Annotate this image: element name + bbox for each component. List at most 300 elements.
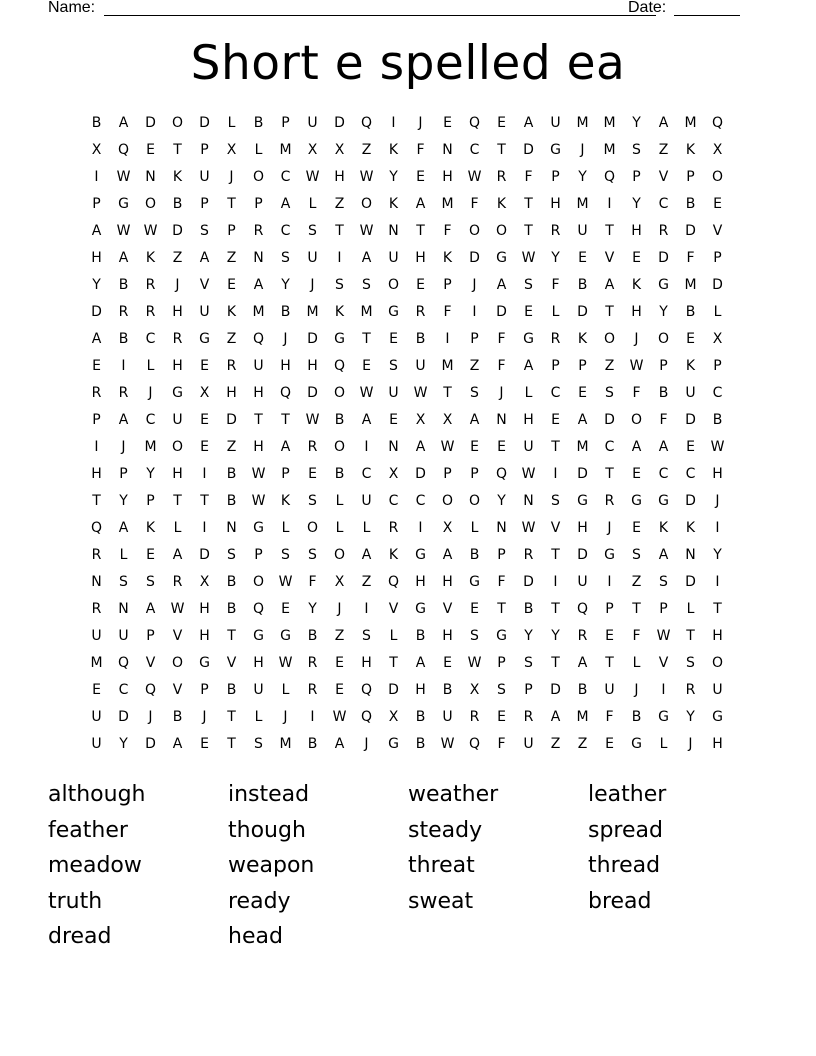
grid-letter: F — [497, 331, 506, 347]
grid-letter: E — [146, 142, 155, 158]
grid-letter: G — [523, 331, 534, 347]
grid-letter: Z — [577, 736, 588, 752]
grid-letter: M — [441, 196, 454, 212]
grid-letter: S — [686, 655, 695, 671]
grid-letter: U — [523, 736, 534, 752]
grid-letter: E — [335, 682, 344, 698]
grid-letter: R — [145, 304, 156, 320]
grid-letter: G — [577, 493, 588, 509]
grid-letter: X — [226, 142, 237, 158]
grid-letter: R — [577, 628, 588, 644]
grid-letter: B — [577, 277, 588, 293]
grid-letter: W — [116, 169, 131, 185]
grid-letter: M — [252, 304, 265, 320]
grid-letter: A — [253, 277, 264, 293]
header — [48, 0, 748, 20]
grid-letter: F — [470, 196, 479, 212]
grid-letter: I — [418, 520, 423, 536]
grid-letter: I — [607, 574, 612, 590]
grid-letter: I — [391, 115, 396, 131]
grid-letter: S — [308, 547, 317, 563]
grid-letter: S — [227, 547, 236, 563]
grid-letter: I — [715, 520, 720, 536]
grid-letter: W — [467, 655, 482, 671]
grid-letter: B — [226, 682, 237, 698]
grid-letter: A — [496, 277, 507, 293]
grid-letter: O — [333, 439, 346, 455]
grid-letter: A — [91, 223, 102, 239]
grid-letter: L — [632, 655, 641, 671]
grid-letter: H — [577, 520, 588, 536]
grid-letter: H — [280, 358, 291, 374]
grid-letter: N — [388, 223, 399, 239]
name-label: Name: — [48, 0, 96, 16]
grid-letter: B — [577, 682, 588, 698]
grid-letter: A — [415, 439, 426, 455]
grid-letter: Z — [172, 250, 183, 266]
grid-letter: T — [92, 493, 101, 509]
grid-letter: F — [686, 250, 695, 266]
grid-letter: A — [118, 412, 129, 428]
grid-letter: L — [254, 142, 263, 158]
grid-letter: B — [685, 304, 696, 320]
grid-letter: K — [442, 250, 453, 266]
grid-letter: S — [308, 493, 317, 509]
grid-letter: F — [632, 628, 641, 644]
grid-letter: O — [468, 493, 481, 509]
grid-letter: S — [659, 574, 668, 590]
grid-letter: T — [497, 601, 506, 617]
grid-letter: I — [472, 304, 477, 320]
grid-letter: R — [550, 223, 561, 239]
grid-letter: Z — [226, 250, 237, 266]
grid-letter: I — [661, 682, 666, 698]
grid-letter: D — [496, 304, 507, 320]
grid-letter: D — [307, 331, 318, 347]
grid-letter: S — [524, 655, 533, 671]
grid-letter: X — [442, 412, 453, 428]
grid-letter: K — [226, 304, 237, 320]
grid-letter: P — [200, 682, 209, 698]
grid-letter: O — [360, 196, 373, 212]
grid-letter: J — [418, 115, 423, 131]
grid-letter: C — [550, 385, 561, 401]
grid-letter: S — [632, 142, 641, 158]
grid-letter: B — [442, 682, 453, 698]
grid-letter: Y — [551, 250, 560, 266]
grid-letter: H — [631, 223, 642, 239]
grid-letter: B — [91, 115, 102, 131]
grid-letter: R — [172, 574, 183, 590]
grid-letter: N — [523, 493, 534, 509]
grid-letter: W — [278, 655, 293, 671]
grid-letter: R — [685, 682, 696, 698]
grid-letter: M — [90, 655, 103, 671]
grid-letter: B — [226, 601, 237, 617]
grid-letter: C — [280, 169, 291, 185]
grid-letter: G — [388, 304, 399, 320]
grid-letter: E — [389, 331, 398, 347]
grid-letter: R — [253, 223, 264, 239]
grid-letter: L — [335, 493, 344, 509]
grid-letter: F — [524, 169, 533, 185]
grid-letter: T — [173, 142, 182, 158]
grid-letter: K — [685, 520, 696, 536]
grid-letter: R — [226, 358, 237, 374]
word-list-item: although — [48, 782, 146, 807]
grid-letter: S — [470, 385, 479, 401]
grid-letter: U — [199, 304, 210, 320]
grid-letter: J — [121, 439, 126, 455]
grid-letter: G — [712, 709, 723, 725]
grid-letter: O — [171, 115, 184, 131]
grid-letter: J — [283, 709, 288, 725]
grid-letter: R — [523, 547, 534, 563]
grid-letter: T — [227, 709, 236, 725]
grid-letter: J — [175, 277, 180, 293]
grid-letter: U — [550, 115, 561, 131]
grid-letter: T — [281, 412, 290, 428]
grid-letter: D — [523, 142, 534, 158]
grid-letter: E — [470, 439, 479, 455]
grid-letter: W — [467, 169, 482, 185]
grid-letter: T — [335, 223, 344, 239]
grid-letter: J — [364, 736, 369, 752]
grid-letter: P — [281, 466, 290, 482]
grid-letter: U — [118, 628, 129, 644]
grid-letter: R — [307, 439, 318, 455]
grid-letter: U — [442, 709, 453, 725]
grid-letter: R — [91, 601, 102, 617]
grid-letter: B — [172, 709, 183, 725]
grid-letter: A — [361, 412, 372, 428]
grid-letter: M — [684, 277, 697, 293]
grid-letter: T — [227, 628, 236, 644]
grid-letter: I — [364, 601, 369, 617]
grid-letter: W — [278, 574, 293, 590]
grid-letter: D — [118, 709, 129, 725]
grid-letter: W — [305, 412, 320, 428]
grid-letter: H — [172, 466, 183, 482]
grid-letter: H — [712, 736, 723, 752]
grid-letter: T — [389, 655, 398, 671]
grid-letter: A — [523, 115, 534, 131]
grid-letter: Q — [90, 520, 103, 536]
grid-letter: P — [119, 466, 128, 482]
grid-letter: W — [440, 736, 455, 752]
grid-letter: F — [308, 574, 317, 590]
grid-letter: H — [91, 250, 102, 266]
grid-letter: G — [280, 628, 291, 644]
grid-letter: T — [551, 601, 560, 617]
grid-letter: R — [118, 304, 129, 320]
grid-letter: C — [145, 412, 156, 428]
grid-letter: D — [388, 682, 399, 698]
grid-letter: H — [631, 304, 642, 320]
grid-letter: N — [496, 412, 507, 428]
grid-letter: O — [387, 277, 400, 293]
word-list-item: threat — [408, 853, 475, 878]
grid-letter: S — [146, 574, 155, 590]
grid-letter: F — [443, 223, 452, 239]
word-list-item: bread — [588, 888, 652, 914]
grid-letter: D — [577, 304, 588, 320]
grid-letter: U — [604, 682, 615, 698]
grid-letter: Q — [468, 736, 481, 752]
grid-letter: U — [685, 385, 696, 401]
grid-letter: O — [252, 574, 265, 590]
grid-letter: H — [253, 439, 264, 455]
grid-letter: P — [92, 412, 101, 428]
grid-letter: T — [524, 196, 533, 212]
grid-letter: S — [497, 682, 506, 698]
grid-letter: T — [227, 736, 236, 752]
grid-letter: B — [523, 601, 534, 617]
grid-letter: Y — [281, 277, 290, 293]
grid-letter: V — [172, 628, 183, 644]
grid-letter: A — [361, 250, 372, 266]
grid-letter: D — [145, 115, 156, 131]
grid-letter: G — [334, 331, 345, 347]
grid-letter: I — [202, 466, 207, 482]
grid-letter: P — [551, 169, 560, 185]
grid-letter: A — [469, 412, 480, 428]
grid-letter: E — [497, 709, 506, 725]
grid-letter: R — [658, 223, 669, 239]
grid-letter: E — [713, 196, 722, 212]
grid-letter: Z — [226, 331, 237, 347]
word-list-item: though — [228, 817, 306, 843]
grid-letter: A — [658, 115, 669, 131]
word-list-item: truth — [48, 888, 103, 914]
grid-letter: U — [307, 115, 318, 131]
grid-letter: U — [523, 439, 534, 455]
grid-letter: D — [226, 412, 237, 428]
grid-letter: A — [577, 412, 588, 428]
grid-letter: H — [415, 574, 426, 590]
grid-letter: Z — [361, 142, 372, 158]
grid-letter: L — [470, 520, 479, 536]
grid-letter: L — [686, 601, 695, 617]
grid-letter: T — [551, 547, 560, 563]
grid-letter: U — [712, 682, 723, 698]
grid-letter: C — [118, 682, 129, 698]
grid-letter: Q — [360, 709, 373, 725]
grid-letter: B — [253, 115, 264, 131]
grid-letter: Y — [578, 169, 587, 185]
grid-letter: G — [253, 520, 264, 536]
grid-letter: E — [632, 520, 641, 536]
grid-letter: J — [148, 385, 153, 401]
grid-letter: F — [605, 709, 614, 725]
grid-letter: K — [388, 142, 399, 158]
grid-letter: L — [281, 520, 290, 536]
grid-letter: A — [118, 115, 129, 131]
grid-letter: W — [359, 169, 374, 185]
grid-letter: Q — [117, 655, 130, 671]
grid-letter: H — [226, 385, 237, 401]
grid-letter: E — [578, 385, 587, 401]
grid-letter: Q — [711, 115, 724, 131]
grid-letter: P — [578, 358, 587, 374]
word-list-item: weapon — [228, 853, 315, 878]
grid-letter: A — [118, 520, 129, 536]
grid-letter: G — [469, 574, 480, 590]
grid-letter: R — [307, 682, 318, 698]
grid-letter: B — [469, 547, 480, 563]
grid-letter: S — [281, 547, 290, 563]
grid-letter: V — [658, 169, 669, 185]
grid-letter: S — [254, 736, 263, 752]
word-list-item: thread — [588, 853, 661, 878]
grid-letter: H — [253, 385, 264, 401]
grid-letter: Q — [333, 358, 346, 374]
grid-letter: R — [496, 169, 507, 185]
grid-letter: Q — [144, 682, 157, 698]
grid-letter: V — [604, 250, 615, 266]
grid-letter: W — [116, 223, 131, 239]
grid-letter: K — [334, 304, 345, 320]
grid-letter: P — [443, 466, 452, 482]
grid-letter: M — [576, 709, 589, 725]
grid-letter: W — [332, 709, 347, 725]
grid-letter: Y — [524, 628, 533, 644]
grid-letter: P — [281, 115, 290, 131]
grid-letter: C — [658, 196, 669, 212]
grid-letter: J — [499, 385, 504, 401]
grid-letter: U — [253, 682, 264, 698]
grid-letter: W — [440, 439, 455, 455]
grid-letter: Y — [713, 547, 722, 563]
grid-letter: B — [226, 493, 237, 509]
grid-letter: H — [361, 655, 372, 671]
grid-letter: D — [577, 547, 588, 563]
grid-letter: B — [415, 709, 426, 725]
grid-letter: L — [335, 520, 344, 536]
grid-letter: E — [281, 601, 290, 617]
grid-letter: Z — [469, 358, 480, 374]
grid-letter: O — [333, 547, 346, 563]
grid-letter: G — [631, 493, 642, 509]
grid-letter: R — [415, 304, 426, 320]
grid-letter: F — [659, 412, 668, 428]
grid-letter: Q — [576, 601, 589, 617]
grid-letter: G — [658, 493, 669, 509]
grid-letter: E — [578, 250, 587, 266]
grid-letter: G — [604, 547, 615, 563]
grid-letter: Q — [468, 115, 481, 131]
grid-letter: M — [684, 115, 697, 131]
grid-letter: W — [413, 385, 428, 401]
grid-letter: I — [715, 574, 720, 590]
grid-letter: J — [310, 277, 315, 293]
grid-letter: D — [334, 115, 345, 131]
grid-letter: F — [416, 142, 425, 158]
grid-letter: H — [442, 169, 453, 185]
grid-letter: T — [254, 412, 263, 428]
grid-letter: P — [200, 196, 209, 212]
grid-letter: E — [92, 358, 101, 374]
grid-letter: A — [523, 358, 534, 374]
grid-letter: A — [658, 547, 669, 563]
grid-letter: J — [283, 331, 288, 347]
grid-letter: E — [227, 277, 236, 293]
grid-letter: H — [253, 655, 264, 671]
grid-letter: I — [202, 520, 207, 536]
grid-letter: Q — [603, 169, 616, 185]
grid-letter: B — [226, 574, 237, 590]
grid-letter: T — [200, 493, 209, 509]
grid-letter: W — [170, 601, 185, 617]
grid-letter: T — [524, 223, 533, 239]
grid-letter: W — [629, 358, 644, 374]
grid-letter: D — [685, 412, 696, 428]
grid-letter: N — [91, 574, 102, 590]
grid-letter: N — [118, 601, 129, 617]
grid-letter: W — [710, 439, 725, 455]
grid-letter: W — [521, 250, 536, 266]
grid-letter: P — [254, 196, 263, 212]
grid-letter: X — [712, 331, 723, 347]
grid-letter: V — [388, 601, 399, 617]
grid-letter: A — [658, 439, 669, 455]
grid-letter: M — [279, 142, 292, 158]
grid-letter: K — [388, 547, 399, 563]
page-title: Short e spelled ea — [190, 36, 626, 91]
grid-letter: E — [632, 250, 641, 266]
grid-letter: K — [496, 196, 507, 212]
grid-letter: T — [551, 439, 560, 455]
grid-letter: L — [362, 520, 371, 536]
grid-letter: R — [307, 655, 318, 671]
grid-letter: A — [442, 547, 453, 563]
grid-letter: C — [685, 466, 696, 482]
word-list-item: spread — [588, 817, 663, 843]
grid-letter: I — [121, 358, 126, 374]
grid-letter: P — [227, 223, 236, 239]
grid-letter: A — [550, 709, 561, 725]
grid-letter: Y — [659, 304, 668, 320]
grid-letter: A — [91, 331, 102, 347]
grid-letter: P — [254, 547, 263, 563]
grid-letter: D — [523, 574, 534, 590]
grid-letter: Z — [550, 736, 561, 752]
grid-letter: R — [145, 277, 156, 293]
grid-letter: I — [310, 709, 315, 725]
grid-letter: Y — [308, 601, 317, 617]
grid-letter: L — [659, 736, 668, 752]
grid-letter: W — [521, 520, 536, 536]
grid-letter: S — [308, 223, 317, 239]
grid-letter: O — [306, 520, 319, 536]
grid-letter: H — [712, 628, 723, 644]
letter-grid — [83, 110, 733, 760]
grid-letter: P — [497, 547, 506, 563]
word-list-item: feather — [48, 817, 128, 843]
grid-letter: Y — [119, 493, 128, 509]
grid-letter: O — [603, 331, 616, 347]
grid-letter: G — [550, 142, 561, 158]
grid-letter: I — [94, 439, 99, 455]
grid-letter: O — [144, 196, 157, 212]
grid-letter: E — [686, 439, 695, 455]
grid-letter: K — [577, 331, 588, 347]
grid-letter: K — [685, 358, 696, 374]
grid-letter: S — [470, 628, 479, 644]
grid-letter: A — [334, 736, 345, 752]
grid-letter: H — [91, 466, 102, 482]
grid-letter: U — [388, 385, 399, 401]
